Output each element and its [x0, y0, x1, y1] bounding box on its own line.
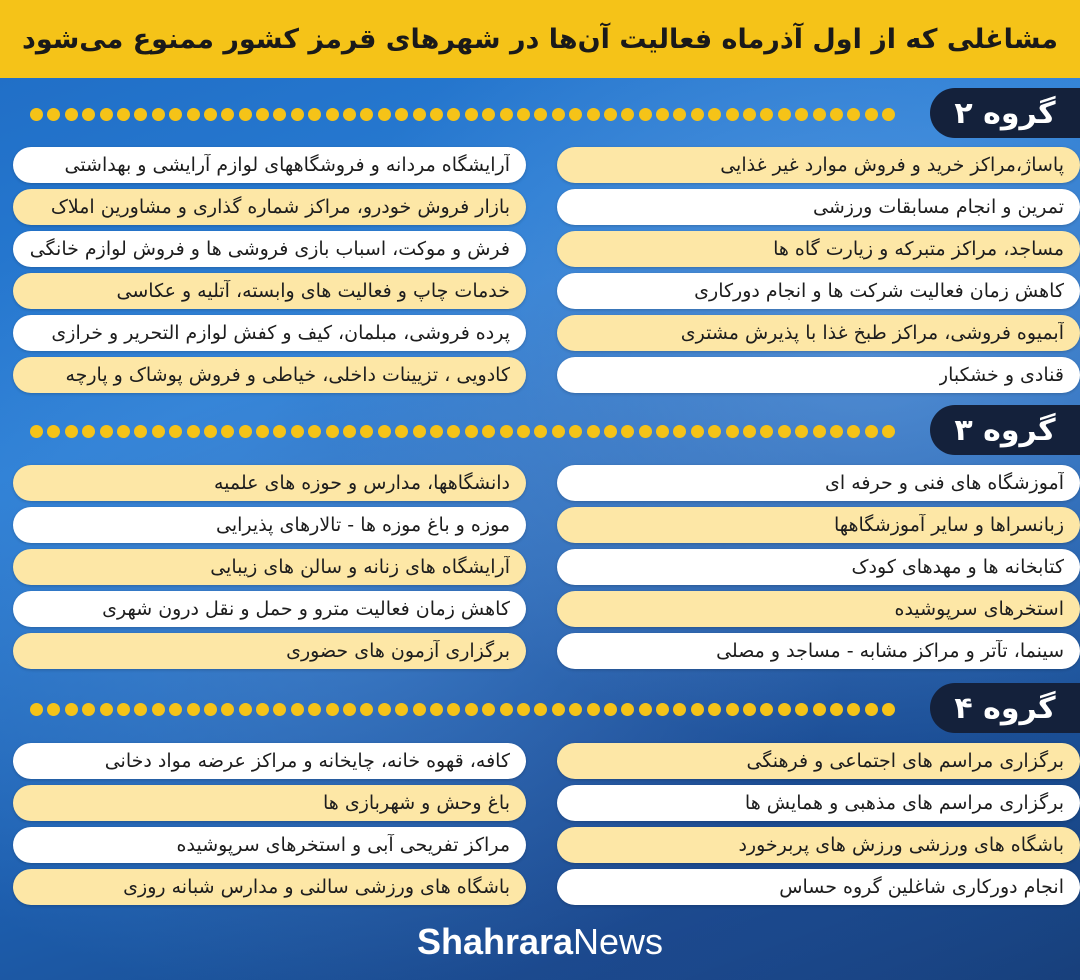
divider-dot — [447, 703, 460, 716]
group-2-right-item: آبمیوه فروشی، مراکز طبخ غذا با پذیرش مشتری — [557, 315, 1080, 351]
dotted-divider — [30, 702, 910, 716]
group-3-left-item: آرایشگاه های زنانه و سالن های زیبایی — [13, 549, 526, 585]
divider-dot — [534, 108, 547, 121]
divider-dot — [82, 108, 95, 121]
group-3-right-item: آموزشگاه های فنی و حرفه ای — [557, 465, 1080, 501]
divider-dot — [30, 425, 43, 438]
divider-dot — [882, 425, 895, 438]
divider-dot — [621, 108, 634, 121]
divider-dot — [465, 425, 478, 438]
group-2-right-item: کاهش زمان فعالیت شرکت ها و انجام دورکاری — [557, 273, 1080, 309]
divider-dot — [413, 703, 426, 716]
divider-dot — [743, 703, 756, 716]
divider-dot — [308, 108, 321, 121]
divider-dot — [413, 108, 426, 121]
divider-dot — [813, 108, 826, 121]
divider-dot — [152, 425, 165, 438]
group-3-right-item: کتابخانه ها و مهدهای کودک — [557, 549, 1080, 585]
divider-dot — [743, 108, 756, 121]
divider-dot — [517, 425, 530, 438]
divider-dot — [639, 703, 652, 716]
group-3-label: گروه ۳ — [954, 412, 1056, 448]
divider-dot — [743, 425, 756, 438]
divider-dot — [65, 703, 78, 716]
page-title: مشاغلی که از اول آذرماه فعالیت آن‌ها در شهرهای قرمز کشور ممنوع می‌شود — [21, 23, 1059, 55]
divider-dot — [569, 108, 582, 121]
group-2-left-item: کادویی ، تزیینات داخلی، خیاطی و فروش پوشاک و پارچه — [13, 357, 526, 393]
divider-dot — [778, 108, 791, 121]
brand-name-bold: Shahrara — [416, 921, 574, 962]
divider-dot — [47, 425, 60, 438]
divider-dot — [517, 703, 530, 716]
divider-dot — [534, 425, 547, 438]
divider-dot — [656, 425, 669, 438]
divider-dot — [726, 425, 739, 438]
divider-dot — [847, 425, 860, 438]
divider-dot — [395, 425, 408, 438]
divider-dot — [465, 108, 478, 121]
divider-dot — [378, 425, 391, 438]
divider-dot — [360, 108, 373, 121]
divider-dot — [604, 703, 617, 716]
group-3-left-item: دانشگاهها، مدارس و حوزه های علمیه — [13, 465, 526, 501]
divider-dot — [47, 108, 60, 121]
divider-dot — [360, 425, 373, 438]
divider-dot — [308, 425, 321, 438]
divider-dot — [430, 425, 443, 438]
divider-dot — [830, 108, 843, 121]
divider-dot — [239, 425, 252, 438]
dotted-divider — [30, 107, 910, 121]
divider-dot — [187, 703, 200, 716]
divider-dot — [708, 425, 721, 438]
divider-dot — [326, 703, 339, 716]
divider-dot — [760, 108, 773, 121]
divider-dot — [465, 703, 478, 716]
divider-dot — [395, 108, 408, 121]
divider-dot — [117, 703, 130, 716]
divider-dot — [552, 425, 565, 438]
divider-dot — [326, 108, 339, 121]
divider-dot — [152, 703, 165, 716]
group-4-label: گروه ۴ — [954, 690, 1056, 726]
group-2-right-item: قنادی و خشکبار — [557, 357, 1080, 393]
divider-dot — [673, 425, 686, 438]
divider-dot — [500, 425, 513, 438]
divider-dot — [65, 425, 78, 438]
group-3-tag — [930, 405, 1080, 455]
divider-dot — [169, 425, 182, 438]
divider-dot — [378, 703, 391, 716]
divider-dot — [865, 425, 878, 438]
divider-dot — [726, 108, 739, 121]
group-4-right-item: برگزاری مراسم های مذهبی و همایش ها — [557, 785, 1080, 821]
divider-dot — [691, 425, 704, 438]
brand-logo — [0, 918, 1080, 966]
divider-dot — [621, 703, 634, 716]
divider-dot — [187, 425, 200, 438]
group-3-left-item: برگزاری آزمون های حضوری — [13, 633, 526, 669]
divider-dot — [100, 425, 113, 438]
divider-dot — [517, 108, 530, 121]
divider-dot — [134, 703, 147, 716]
divider-dot — [447, 425, 460, 438]
group-2-left-item: بازار فروش خودرو، مراکز شماره گذاری و مشاورین املاک — [13, 189, 526, 225]
divider-dot — [534, 703, 547, 716]
group-3-right-item: استخرهای سرپوشیده — [557, 591, 1080, 627]
divider-dot — [865, 108, 878, 121]
divider-dot — [256, 108, 269, 121]
divider-dot — [256, 425, 269, 438]
divider-dot — [134, 108, 147, 121]
divider-dot — [673, 703, 686, 716]
group-3-right-item: سینما، تآتر و مراکز مشابه - مساجد و مصلی — [557, 633, 1080, 669]
group-2-right-item: مساجد، مراکز متبرکه و زیارت گاه ها — [557, 231, 1080, 267]
divider-dot — [552, 703, 565, 716]
divider-dot — [882, 108, 895, 121]
divider-dot — [760, 425, 773, 438]
group-3-header — [0, 405, 1080, 455]
divider-dot — [343, 425, 356, 438]
group-2-header — [0, 88, 1080, 138]
divider-dot — [100, 703, 113, 716]
divider-dot — [273, 425, 286, 438]
divider-dot — [221, 703, 234, 716]
group-4-right-item: باشگاه های ورزشی ورزش های پربرخورد — [557, 827, 1080, 863]
divider-dot — [413, 425, 426, 438]
brand-name-light: News — [573, 921, 664, 962]
divider-dot — [308, 703, 321, 716]
divider-dot — [47, 703, 60, 716]
group-3-left-item: موزه و باغ موزه ها - تالارهای پذیرایی — [13, 507, 526, 543]
divider-dot — [273, 108, 286, 121]
divider-dot — [82, 425, 95, 438]
divider-dot — [256, 703, 269, 716]
divider-dot — [500, 108, 513, 121]
divider-dot — [621, 425, 634, 438]
divider-dot — [204, 108, 217, 121]
dotted-divider — [30, 424, 910, 438]
divider-dot — [152, 108, 165, 121]
divider-dot — [117, 425, 130, 438]
divider-dot — [604, 108, 617, 121]
divider-dot — [82, 703, 95, 716]
group-4-left-item: کافه، قهوه خانه، چایخانه و مراکز عرضه مواد دخانی — [13, 743, 526, 779]
divider-dot — [482, 108, 495, 121]
divider-dot — [500, 703, 513, 716]
divider-dot — [795, 425, 808, 438]
divider-dot — [639, 108, 652, 121]
divider-dot — [447, 108, 460, 121]
group-2-right-item: تمرین و انجام مسابقات ورزشی — [557, 189, 1080, 225]
divider-dot — [569, 425, 582, 438]
divider-dot — [656, 108, 669, 121]
divider-dot — [708, 108, 721, 121]
group-4-header — [0, 683, 1080, 733]
divider-dot — [273, 703, 286, 716]
group-2-tag — [930, 88, 1080, 138]
divider-dot — [134, 425, 147, 438]
divider-dot — [291, 703, 304, 716]
divider-dot — [865, 703, 878, 716]
group-4-right-item: انجام دورکاری شاغلین گروه حساس — [557, 869, 1080, 905]
divider-dot — [291, 425, 304, 438]
divider-dot — [30, 703, 43, 716]
divider-dot — [778, 425, 791, 438]
divider-dot — [813, 425, 826, 438]
divider-dot — [604, 425, 617, 438]
divider-dot — [343, 108, 356, 121]
divider-dot — [795, 703, 808, 716]
group-4-left-item: مراکز تفریحی آبی و استخرهای سرپوشیده — [13, 827, 526, 863]
divider-dot — [169, 108, 182, 121]
divider-dot — [691, 108, 704, 121]
divider-dot — [187, 108, 200, 121]
divider-dot — [847, 703, 860, 716]
group-4-tag — [930, 683, 1080, 733]
divider-dot — [326, 425, 339, 438]
group-4-right-item: برگزاری مراسم های اجتماعی و فرهنگی — [557, 743, 1080, 779]
divider-dot — [239, 108, 252, 121]
divider-dot — [813, 703, 826, 716]
divider-dot — [587, 703, 600, 716]
divider-dot — [795, 108, 808, 121]
group-2-label: گروه ۲ — [954, 95, 1056, 131]
group-2-left-item: آرایشگاه مردانه و فروشگاههای لوازم آرایشی و بهداشتی — [13, 147, 526, 183]
group-2-right-item: پاساژ،مراکز خرید و فروش موارد غیر غذایی — [557, 147, 1080, 183]
header-banner — [0, 0, 1080, 78]
divider-dot — [587, 108, 600, 121]
divider-dot — [587, 425, 600, 438]
divider-dot — [291, 108, 304, 121]
divider-dot — [482, 425, 495, 438]
divider-dot — [30, 108, 43, 121]
divider-dot — [221, 108, 234, 121]
divider-dot — [882, 703, 895, 716]
divider-dot — [117, 108, 130, 121]
divider-dot — [691, 703, 704, 716]
divider-dot — [204, 425, 217, 438]
divider-dot — [482, 703, 495, 716]
divider-dot — [430, 108, 443, 121]
divider-dot — [726, 703, 739, 716]
divider-dot — [239, 703, 252, 716]
divider-dot — [395, 703, 408, 716]
group-2-left-item: فرش و موکت، اسباب بازی فروشی ها و فروش لوازم خانگی — [13, 231, 526, 267]
divider-dot — [221, 425, 234, 438]
divider-dot — [552, 108, 565, 121]
divider-dot — [65, 108, 78, 121]
divider-dot — [100, 108, 113, 121]
divider-dot — [778, 703, 791, 716]
group-3-right-item: زبانسراها و سایر آموزشگاهها — [557, 507, 1080, 543]
divider-dot — [430, 703, 443, 716]
divider-dot — [360, 703, 373, 716]
divider-dot — [378, 108, 391, 121]
divider-dot — [830, 703, 843, 716]
divider-dot — [639, 425, 652, 438]
divider-dot — [760, 703, 773, 716]
group-4-left-item: باشگاه های ورزشی سالنی و مدارس شبانه روزی — [13, 869, 526, 905]
divider-dot — [673, 108, 686, 121]
divider-dot — [169, 703, 182, 716]
divider-dot — [569, 703, 582, 716]
group-2-left-item: پرده فروشی، مبلمان، کیف و کفش لوازم التحریر و خرازی — [13, 315, 526, 351]
divider-dot — [343, 703, 356, 716]
divider-dot — [830, 425, 843, 438]
group-2-left-item: خدمات چاپ و فعالیت های وابسته، آتلیه و عکاسی — [13, 273, 526, 309]
divider-dot — [204, 703, 217, 716]
divider-dot — [847, 108, 860, 121]
divider-dot — [656, 703, 669, 716]
group-4-left-item: باغ وحش و شهربازی ها — [13, 785, 526, 821]
divider-dot — [708, 703, 721, 716]
group-3-left-item: کاهش زمان فعالیت مترو و حمل و نقل درون شهری — [13, 591, 526, 627]
